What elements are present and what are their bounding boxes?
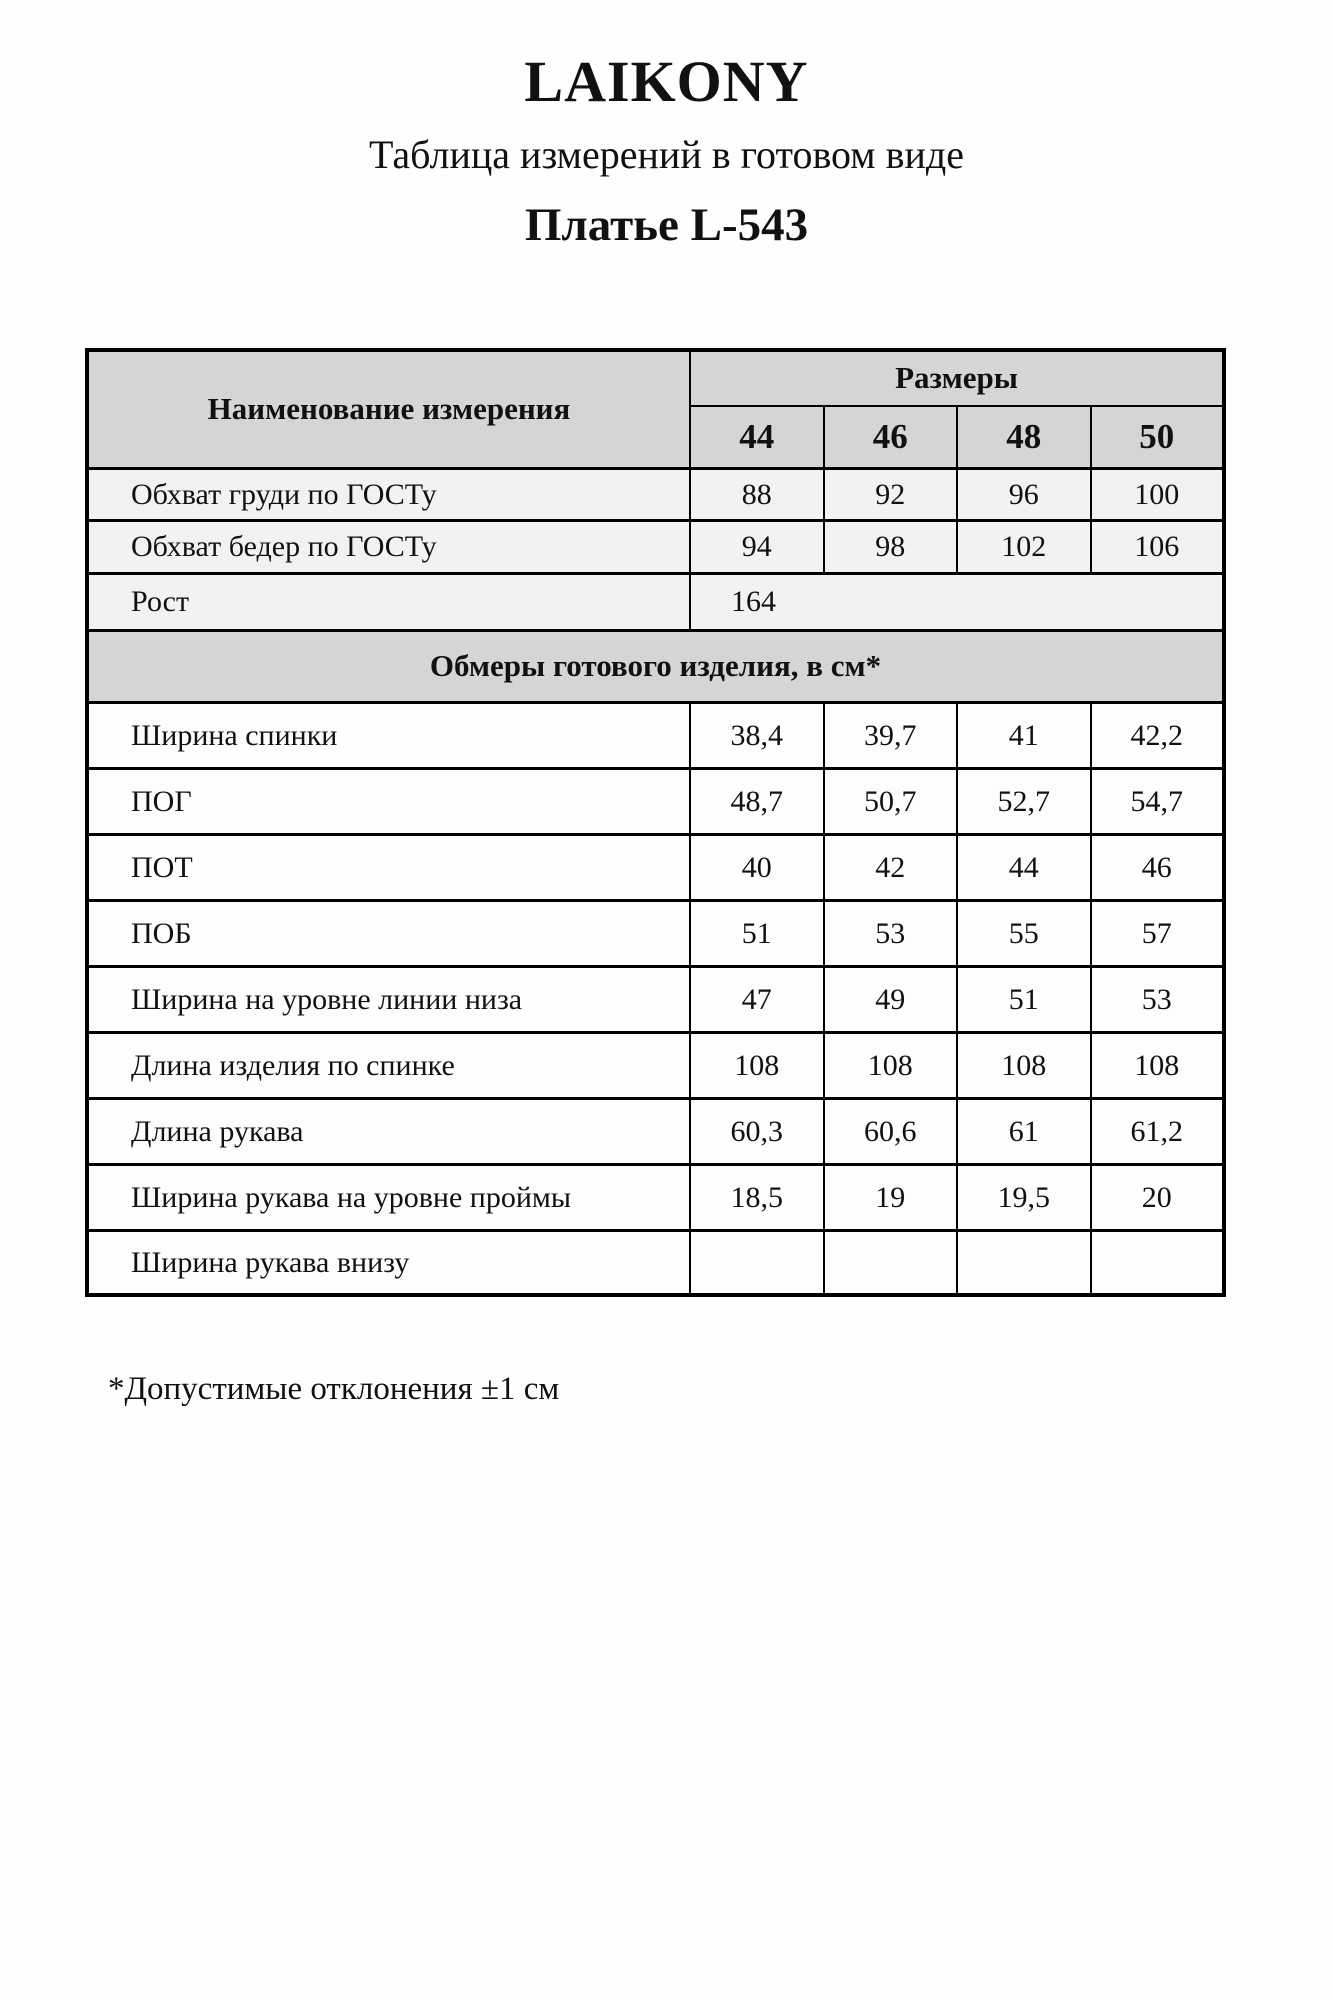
cell-value: 41 (957, 702, 1091, 768)
table-row-back-length (87, 1032, 1224, 1098)
cell-value (957, 1230, 1091, 1295)
cell-value: 53 (824, 900, 958, 966)
cell-value: 60,3 (690, 1098, 824, 1164)
table-row-pog (87, 768, 1224, 834)
row-label: Длина изделия по спинке (87, 1032, 690, 1098)
header-row-sizes (87, 350, 1224, 406)
cell-value: 57 (1091, 900, 1225, 966)
cell-value: 98 (824, 520, 958, 573)
cell-value: 48,7 (690, 768, 824, 834)
table-row-hem-width (87, 966, 1224, 1032)
size-col-48: 48 (957, 406, 1091, 468)
cell-value: 108 (690, 1032, 824, 1098)
table-row-sleeve-width-armhole (87, 1164, 1224, 1230)
cell-value: 50,7 (824, 768, 958, 834)
cell-value: 19,5 (957, 1164, 1091, 1230)
row-label: ПОТ (87, 834, 690, 900)
table-row-pob (87, 900, 1224, 966)
cell-value: 51 (690, 900, 824, 966)
table-row-hips-gost (87, 520, 1224, 573)
measurement-name-header: Наименование измерения (87, 350, 690, 468)
table-row-sleeve-length (87, 1098, 1224, 1164)
row-label: Рост (87, 573, 690, 630)
cell-value: 60,6 (824, 1098, 958, 1164)
cell-value: 61,2 (1091, 1098, 1225, 1164)
document-subtitle: Таблица измерений в готовом виде (368, 132, 965, 177)
size-table-container (85, 348, 1333, 1297)
table-row-back-width (87, 702, 1224, 768)
row-label: ПОГ (87, 768, 690, 834)
table-row-height (87, 573, 1224, 630)
cell-value: 39,7 (824, 702, 958, 768)
cell-value (824, 1230, 958, 1295)
section-header-row (87, 630, 1224, 702)
cell-value: 46 (1091, 834, 1225, 900)
cell-value (690, 1230, 824, 1295)
cell-value: 42,2 (1091, 702, 1225, 768)
sizes-header: Размеры (690, 350, 1224, 406)
table-row-chest-gost (87, 468, 1224, 520)
cell-value: 54,7 (1091, 768, 1225, 834)
size-col-46: 46 (824, 406, 958, 468)
cell-value (1091, 1230, 1225, 1295)
size-col-50: 50 (1091, 406, 1225, 468)
row-label: Ширина спинки (87, 702, 690, 768)
product-title: Платье L-543 (524, 199, 809, 251)
cell-value: 94 (690, 520, 824, 573)
row-label: Ширина рукава внизу (87, 1230, 690, 1295)
cell-value: 49 (824, 966, 958, 1032)
cell-value: 106 (1091, 520, 1225, 573)
cell-value: 47 (690, 966, 824, 1032)
cell-value: 108 (1091, 1032, 1225, 1098)
cell-value: 92 (824, 468, 958, 520)
row-label: Ширина на уровне линии низа (87, 966, 690, 1032)
size-table (85, 348, 1226, 1297)
cell-value: 61 (957, 1098, 1091, 1164)
cell-value: 100 (1091, 468, 1225, 520)
cell-value: 88 (690, 468, 824, 520)
cell-value: 18,5 (690, 1164, 824, 1230)
row-label: ПОБ (87, 900, 690, 966)
cell-value: 42 (824, 834, 958, 900)
cell-value: 53 (1091, 966, 1225, 1032)
brand-title: LAIKONY (524, 49, 809, 114)
cell-value: 55 (957, 900, 1091, 966)
size-col-44: 44 (690, 406, 824, 468)
table-row-pot (87, 834, 1224, 900)
footnote: *Допустимые отклонения ±1 см (108, 1371, 560, 1407)
cell-value: 51 (957, 966, 1091, 1032)
section-header: Обмеры готового изделия, в см* (87, 630, 1224, 702)
cell-value: 96 (957, 468, 1091, 520)
row-label: Длина рукава (87, 1098, 690, 1164)
cell-value: 108 (824, 1032, 958, 1098)
row-label: Обхват бедер по ГОСТу (87, 520, 690, 573)
cell-value: 20 (1091, 1164, 1225, 1230)
cell-value: 108 (957, 1032, 1091, 1098)
cell-value: 40 (690, 834, 824, 900)
cell-value: 38,4 (690, 702, 824, 768)
cell-value: 52,7 (957, 768, 1091, 834)
table-row-sleeve-width-bottom (87, 1230, 1224, 1295)
row-label: Ширина рукава на уровне проймы (87, 1164, 690, 1230)
cell-value-height: 164 (690, 573, 1224, 630)
row-label: Обхват груди по ГОСТу (87, 468, 690, 520)
cell-value: 44 (957, 834, 1091, 900)
cell-value: 102 (957, 520, 1091, 573)
cell-value: 19 (824, 1164, 958, 1230)
